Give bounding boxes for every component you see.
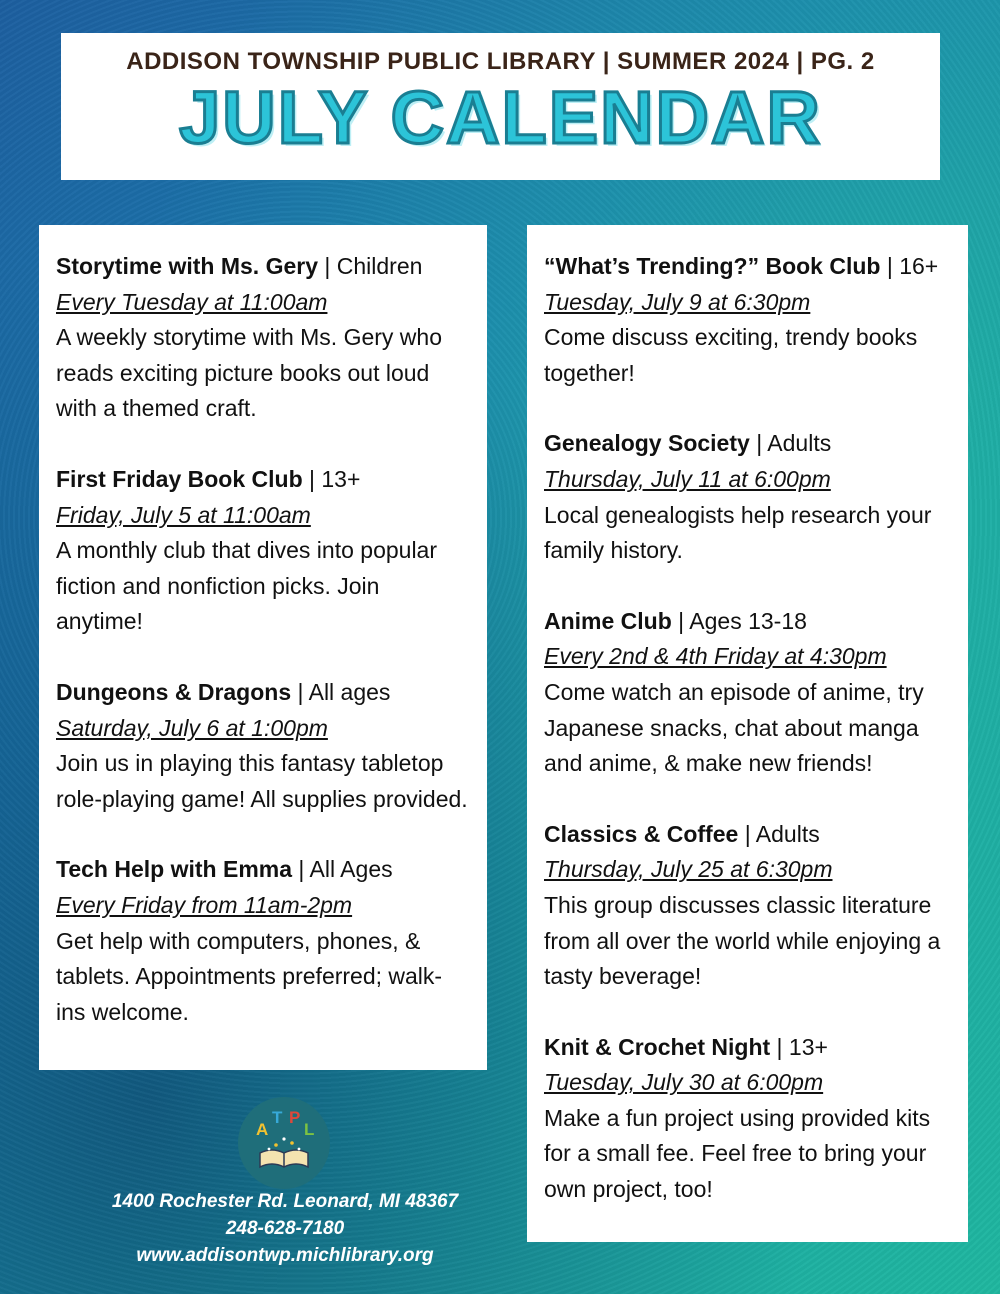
right-events-panel (527, 225, 968, 1242)
event-item (56, 852, 470, 1030)
event-description: This group discusses classic literature from all over the world while enjoying a tasty beverage! (544, 891, 941, 990)
footer-address: 1400 Rochester Rd. Leonard, MI 48367 (111, 1191, 459, 1212)
event-name: Tech Help with Emma (56, 856, 293, 883)
header-banner (61, 33, 940, 180)
event-item (544, 1030, 951, 1208)
event-schedule: Tuesday, July 9 at 6:30pm (544, 288, 811, 315)
event-audience: | Adults (749, 430, 832, 457)
event-schedule: Thursday, July 11 at 6:00pm (544, 465, 831, 492)
event-audience: | Adults (738, 820, 820, 847)
event-description: Make a fun project using provided kits for a small fee. Feel free to bring your own project, too! (544, 1104, 931, 1203)
logo-letter: A (256, 1120, 269, 1139)
logo-letter: T (272, 1108, 283, 1127)
event-audience: | 13+ (302, 465, 361, 492)
event-audience: | All Ages (292, 856, 393, 883)
event-description: Join us in playing this fantasy tabletop role-playing game! All supplies provided. (56, 750, 468, 812)
footer-contact (70, 1188, 500, 1269)
event-description: Come discuss exciting, trendy books together! (544, 324, 918, 386)
event-audience: | Ages 13-18 (671, 607, 807, 634)
logo-letter: L (304, 1120, 315, 1139)
event-schedule: Every 2nd & 4th Friday at 4:30pm (544, 643, 887, 670)
event-item (56, 462, 470, 640)
event-description: Get help with computers, phones, & tablets. Appointments preferred; walk-ins welcome. (56, 927, 443, 1025)
event-item (544, 817, 951, 995)
event-description: A weekly storytime with Ms. Gery who reads exciting picture books out loud with a themed craft. (56, 324, 442, 422)
event-audience: | Children (318, 253, 423, 279)
event-description: Come watch an episode of anime, try Japanese snacks, chat about manga and anime, & make new friends! (544, 678, 924, 777)
event-name: Genealogy Society (544, 430, 750, 457)
event-schedule: Friday, July 5 at 11:00am (56, 501, 311, 528)
event-audience: | All ages (291, 678, 391, 705)
event-name: Dungeons & Dragons (56, 678, 292, 705)
event-item (544, 426, 951, 568)
event-schedule: Every Tuesday at 11:00am (56, 288, 328, 315)
event-item (544, 249, 951, 391)
event-audience: | 13+ (770, 1033, 828, 1060)
event-name: Anime Club (544, 607, 672, 634)
event-item (56, 249, 470, 427)
footer-website-link[interactable]: www.addisontwp.michlibrary.org (136, 1245, 434, 1266)
logo-letter: P (289, 1108, 301, 1127)
event-schedule: Thursday, July 25 at 6:30pm (544, 856, 833, 883)
event-schedule: Every Friday from 11am-2pm (56, 891, 353, 918)
event-schedule: Tuesday, July 30 at 6:00pm (544, 1069, 824, 1096)
event-name: Storytime with Ms. Gery (56, 253, 319, 279)
event-item (56, 675, 470, 817)
event-name: “What’s Trending?” Book Club (544, 253, 881, 279)
event-audience: | 16+ (880, 253, 939, 279)
event-item (544, 604, 951, 782)
page-title: JULY CALENDAR (179, 76, 822, 159)
footer-phone: 248-628-7180 (225, 1218, 345, 1239)
event-name: Classics & Coffee (544, 820, 739, 847)
header-subtitle: ADDISON TOWNSHIP PUBLIC LIBRARY | SUMMER 2024 | PG. 2 (126, 48, 875, 75)
event-description: A monthly club that dives into popular fiction and nonfiction picks. Join anytime! (56, 537, 438, 635)
logo-circle (238, 1097, 330, 1189)
event-name: Knit & Crochet Night (544, 1033, 771, 1060)
event-name: First Friday Book Club (56, 465, 303, 492)
library-logo (236, 1095, 332, 1191)
event-description: Local genealogists help research your family history. (544, 501, 932, 564)
event-schedule: Saturday, July 6 at 1:00pm (56, 714, 328, 741)
left-events-panel (39, 225, 487, 1070)
